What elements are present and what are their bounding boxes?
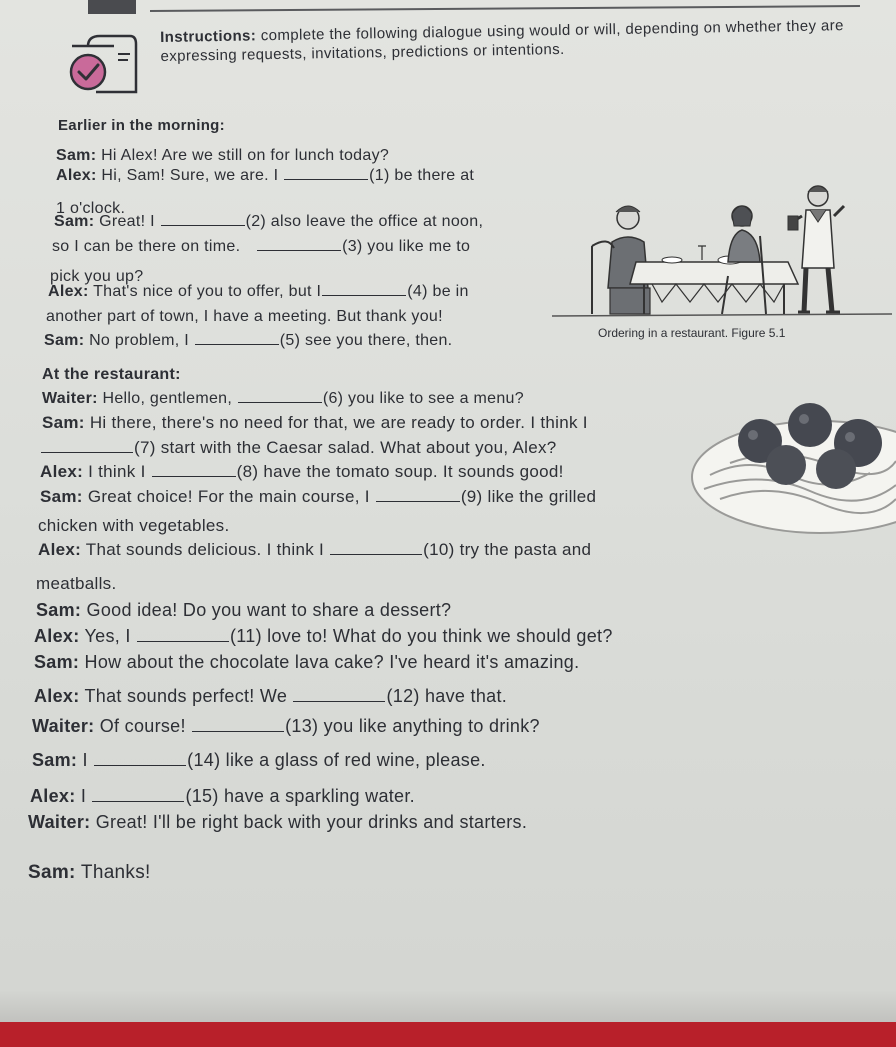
line-text: That sounds perfect! We (84, 686, 288, 706)
dialogue-line (42, 413, 588, 433)
answer-blank-15[interactable] (92, 800, 184, 802)
line-text: (12) have that. (386, 686, 508, 706)
speaker: Waiter: (42, 390, 98, 407)
answer-blank-3[interactable] (257, 249, 341, 251)
dialogue-line (28, 812, 527, 833)
dialogue-line (56, 167, 474, 185)
line-text: I (82, 750, 88, 770)
line-text: (6) you like to see a menu? (322, 390, 524, 407)
line-text: (10) try the pasta and (423, 540, 592, 559)
speaker: Alex: (30, 786, 76, 806)
line-text: pick you up? (50, 268, 144, 285)
dialogue-line (34, 686, 507, 707)
dialogue-line (36, 600, 451, 621)
line-text: Great choice! For the main course, I (87, 487, 370, 506)
instructions (160, 16, 861, 66)
dialogue-line (44, 332, 452, 350)
line-text: Thanks! (80, 862, 151, 883)
line-text: Of course! (99, 716, 186, 736)
dialogue-line (30, 786, 415, 807)
line-text: chicken with vegetables. (38, 516, 230, 535)
line-text: meatballs. (36, 574, 117, 593)
line-text: (15) have a sparkling water. (185, 786, 415, 806)
speaker: Sam: (42, 413, 85, 432)
instructions-text: complete the following dialogue using would or will, depending on whether they are expressing requests, invitations, predictions or intentions. (160, 17, 844, 65)
line-text: (7) start with the Caesar salad. What about you, Alex? (134, 438, 557, 457)
line-text: (11) love to! What do you think we should get? (229, 626, 613, 646)
speaker: Sam: (32, 750, 78, 770)
dialogue-line (32, 750, 486, 771)
line-text: 1 o'clock. (56, 200, 126, 217)
dialogue-line (28, 862, 151, 884)
answer-blank-5[interactable] (195, 343, 279, 345)
answer-blank-9[interactable] (376, 500, 460, 502)
answer-blank-10[interactable] (330, 553, 422, 555)
speaker: Sam: (40, 487, 83, 506)
top-rule (150, 5, 860, 12)
line-text: (9) like the grilled (460, 487, 597, 506)
speaker: Sam: (34, 652, 80, 672)
line-text: so I can be there on time. (52, 238, 241, 255)
figure-caption: Ordering in a restaurant. Figure 5.1 (598, 326, 786, 340)
line-text: I (80, 786, 87, 806)
answer-blank-1[interactable] (284, 178, 368, 180)
dialogue-line (40, 462, 564, 482)
answer-blank-13[interactable] (192, 730, 284, 732)
dialogue-line (40, 438, 557, 458)
top-tab-mark (88, 0, 136, 14)
line-text: (1) be there at (369, 167, 475, 184)
line-text: (13) you like anything to drink? (285, 716, 540, 736)
page-edge-shadow (0, 990, 896, 1022)
line-text: (14) like a glass of red wine, please. (187, 750, 486, 770)
dialogue-line (40, 487, 596, 507)
writing-task-icon (66, 32, 146, 98)
answer-blank-4[interactable] (322, 294, 406, 296)
dialogue-line (46, 308, 443, 326)
speaker: Alex: (34, 626, 80, 646)
line-text: Yes, I (84, 626, 131, 646)
line-text: That's nice of you to offer, but I (93, 283, 322, 300)
dialogue-line (34, 652, 579, 673)
answer-blank-8[interactable] (152, 475, 236, 477)
speaker: Sam: (44, 332, 85, 349)
pasta-meatballs-illustration (690, 395, 896, 545)
answer-blank-12[interactable] (293, 700, 385, 702)
line-text: That sounds delicious. I think I (85, 540, 325, 559)
line-text: I think I (88, 462, 146, 481)
speaker: Waiter: (32, 716, 95, 736)
line-text: Great! I'll be right back with your drinks and starters. (95, 812, 528, 832)
line-text: another part of town, I have a meeting. But thank you! (46, 308, 443, 325)
line-text: Hello, gentlemen, (102, 390, 233, 407)
line-text: (3) you like me to (342, 238, 471, 255)
instructions-label: Instructions: (160, 27, 257, 46)
line-text: Great! I (99, 213, 155, 230)
line-text: No problem, I (89, 332, 190, 349)
dialogue-line (36, 574, 116, 594)
answer-blank-6[interactable] (238, 401, 322, 403)
dialogue-line (32, 716, 540, 737)
speaker: Alex: (38, 540, 82, 559)
speaker: Waiter: (28, 812, 91, 832)
line-text: Hi Alex! Are we still on for lunch today? (101, 147, 390, 164)
line-text: Good idea! Do you want to share a dessert? (86, 600, 452, 620)
speaker: Sam: (54, 213, 95, 230)
line-text: How about the chocolate lava cake? I've heard it's amazing. (84, 652, 580, 672)
section-heading-morning: Earlier in the morning: (58, 117, 225, 134)
section-heading-restaurant: At the restaurant: (42, 366, 181, 383)
table-surface (0, 1022, 896, 1047)
line-text: Hi, Sam! Sure, we are. I (101, 167, 279, 184)
speaker: Alex: (56, 167, 97, 184)
dialogue-line (34, 626, 613, 647)
line-text: (4) be in (407, 283, 469, 300)
line-text: (5) see you there, then. (279, 332, 453, 349)
speaker: Sam: (28, 862, 76, 883)
line-text: Hi there, there's no need for that, we are ready to order. I think I (89, 413, 588, 432)
speaker: Sam: (56, 147, 97, 164)
dialogue-line (38, 540, 591, 560)
speaker: Alex: (48, 283, 89, 300)
dialogue-line (48, 283, 469, 301)
speaker: Alex: (34, 686, 80, 706)
dialogue-line (52, 238, 470, 256)
answer-blank-2[interactable] (161, 224, 245, 226)
answer-blank-11[interactable] (137, 640, 229, 642)
speaker: Sam: (36, 600, 82, 620)
dialogue-line (56, 147, 389, 165)
restaurant-illustration (552, 176, 892, 326)
dialogue-line (54, 213, 483, 231)
answer-blank-7[interactable] (41, 451, 133, 453)
line-text: (8) have the tomato soup. It sounds good! (236, 462, 564, 481)
speaker: Alex: (40, 462, 84, 481)
answer-blank-14[interactable] (94, 764, 186, 766)
dialogue-line (42, 390, 524, 408)
dialogue-line (38, 516, 229, 536)
line-text: (2) also leave the office at noon, (245, 213, 484, 230)
